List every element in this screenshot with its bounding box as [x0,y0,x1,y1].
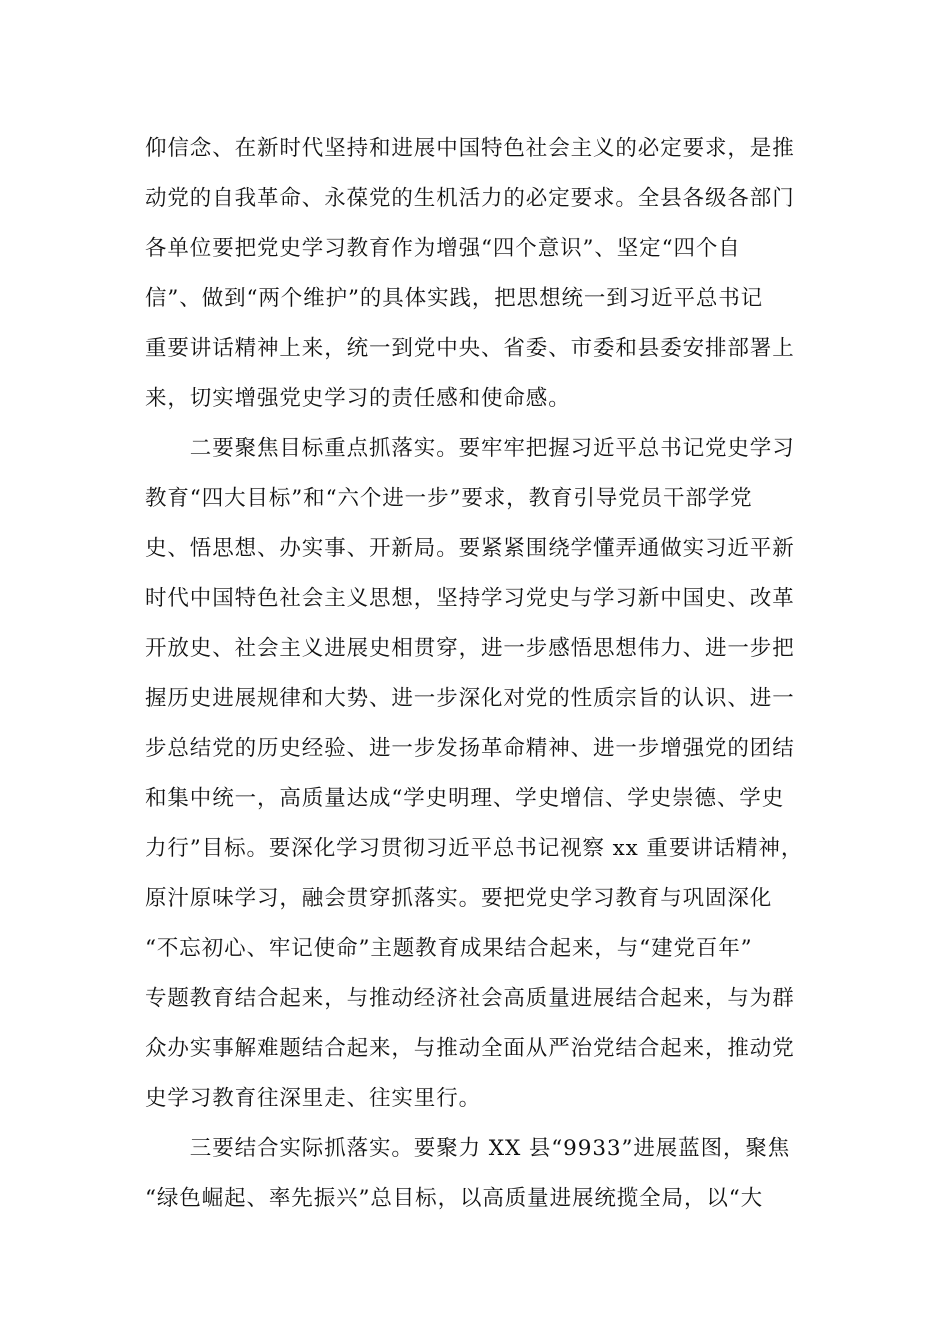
text-line: 动党的自我革命、永葆党的生机活力的必定要求。全县各级各部门 [145,186,795,211]
paragraph-2 [145,424,805,1124]
text-line: 专题教育结合起来，与推动经济社会高质量进展结合起来，与为群 [145,986,795,1011]
text-line: 三要结合实际抓落实。要聚力 XX 县“9933”进展蓝图，聚焦 [145,1136,791,1161]
text-line: 握历史进展规律和大势、进一步深化对党的性质宗旨的认识、进一 [145,686,795,711]
text-line: 力行”目标。要深化学习贯彻习近平总书记视察 xx 重要讲话精神， [145,836,804,861]
text-line: 时代中国特色社会主义思想，坚持学习党史与学习新中国史、改革 [145,586,795,611]
text-line: 和集中统一，高质量达成“学史明理、学史增信、学史崇德、学史 [145,786,785,811]
text-line: 仰信念、在新时代坚持和进展中国特色社会主义的必定要求，是推 [145,136,795,161]
paragraph-3 [145,1124,805,1224]
text-line: 各单位要把党史学习教育作为增强“四个意识”、坚定“四个自 [145,236,741,261]
text-line: 原汁原味学习，融会贯穿抓落实。要把党史学习教育与巩固深化 [145,886,773,911]
text-line: 二要聚焦目标重点抓落实。要牢牢把握习近平总书记党史学习 [145,436,795,461]
text-line: “绿色崛起、率先振兴”总目标，以高质量进展统揽全局，以“大 [145,1186,764,1211]
text-line: 信”、做到“两个维护”的具体实践，把思想统一到习近平总书记 [145,286,764,311]
paragraph-1 [145,124,805,424]
text-line: 重要讲话精神上来，统一到党中央、省委、市委和县委安排部署上 [145,336,795,361]
text-line: 教育“四大目标”和“六个进一步”要求，教育引导党员干部学党 [145,486,753,511]
text-line: 众办实事解难题结合起来，与推动全面从严治党结合起来，推动党 [145,1036,795,1061]
document-page [145,124,805,1224]
text-line: 史学习教育往深里走、往实里行。 [145,1086,482,1111]
text-line: 开放史、社会主义进展史相贯穿，进一步感悟思想伟力、进一步把 [145,636,795,661]
text-line: 步总结党的历史经验、进一步发扬革命精神、进一步增强党的团结 [145,736,795,761]
text-line: “不忘初心、牢记使命”主题教育成果结合起来，与“建党百年” [145,936,753,961]
text-line: 来，切实增强党史学习的责任感和使命感。 [145,386,571,411]
text-line: 史、悟思想、办实事、开新局。要紧紧围绕学懂弄通做实习近平新 [145,536,795,561]
